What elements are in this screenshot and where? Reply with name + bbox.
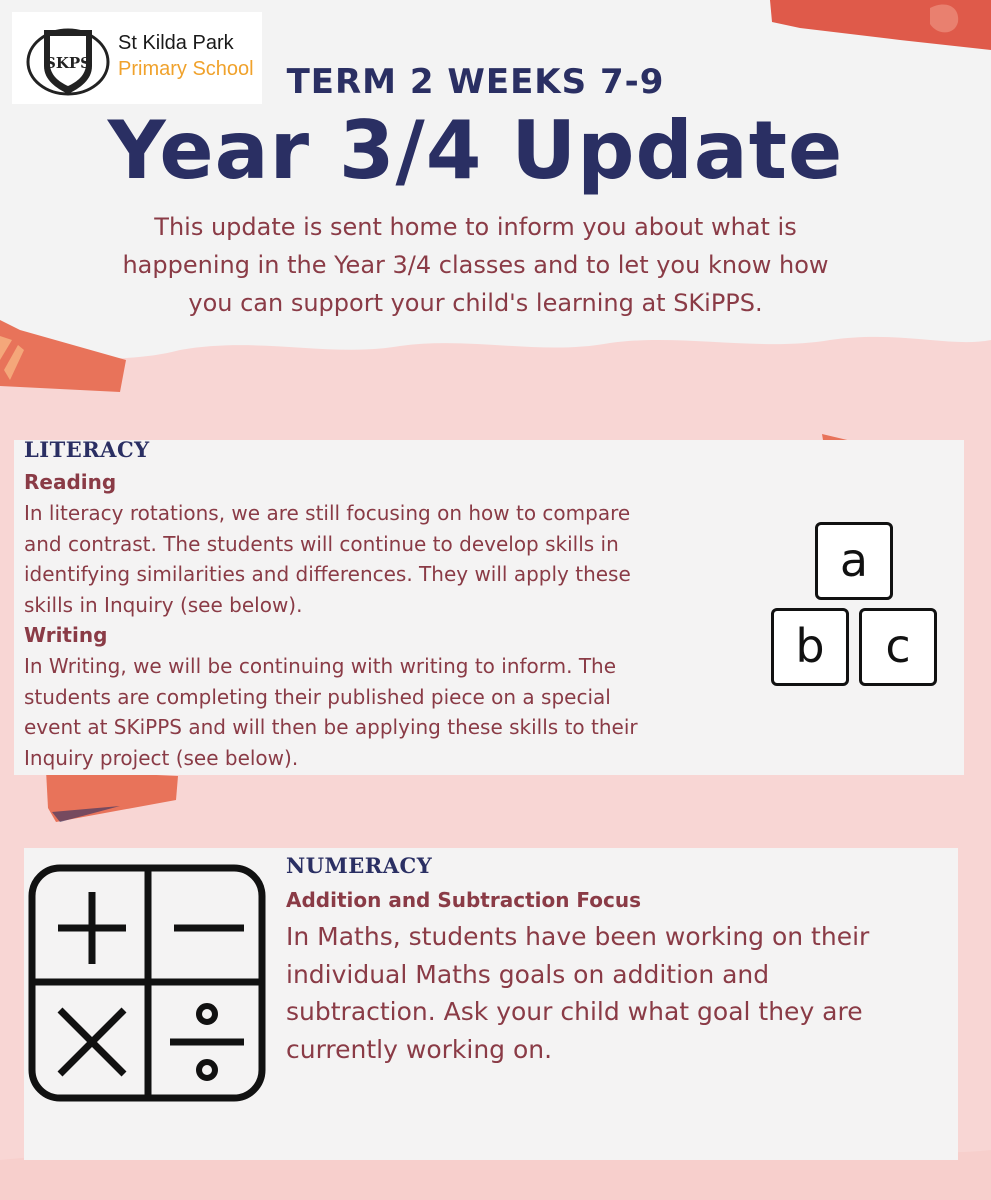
page-title: Year 3/4 Update	[107, 104, 844, 197]
letter-block-b: b	[771, 608, 849, 686]
reading-line: In literacy rotations, we are still focusing on how to compare	[24, 501, 631, 525]
math-operators-icon	[28, 864, 266, 1102]
numeracy-heading: NUMERACY	[286, 853, 433, 878]
intro-text	[60, 208, 891, 322]
intro-line: you can support your child's learning at SKiPPS.	[188, 289, 763, 317]
reading-heading: Reading	[24, 470, 117, 494]
reading-line: identifying similarities and differences. They will apply these	[24, 562, 631, 586]
writing-text	[24, 651, 744, 773]
numeracy-line: In Maths, students have been working on their	[286, 922, 870, 951]
numeracy-text	[286, 918, 958, 1068]
letter-block-a: a	[815, 522, 893, 600]
reading-line: skills in Inquiry (see below).	[24, 592, 303, 617]
writing-line: students are completing their published piece on a special	[24, 684, 611, 709]
svg-text:SKPS: SKPS	[45, 54, 91, 72]
intro-line: This update is sent home to inform you about what is	[154, 213, 797, 241]
numeracy-line: individual Maths goals on addition and	[286, 959, 770, 989]
reading-line: and contrast. The students will continue to develop skills in	[24, 531, 619, 556]
numeracy-line: currently working on.	[286, 1034, 553, 1064]
writing-line: Inquiry project (see below).	[24, 745, 299, 770]
school-subtitle: Primary School	[118, 58, 254, 80]
literacy-heading: LITERACY	[24, 437, 150, 462]
writing-line: In Writing, we will be continuing with writing to inform. The	[24, 654, 617, 678]
term-label: TERM 2 WEEKS 7-9	[286, 62, 665, 102]
letter-block-c: c	[859, 608, 937, 686]
numeracy-line: subtraction. Ask your child what goal they are	[286, 997, 863, 1026]
reading-text	[24, 498, 744, 620]
writing-line: event at SKiPPS and will then be applying these skills to their	[24, 715, 638, 739]
numeracy-subheading: Addition and Subtraction Focus	[286, 888, 642, 912]
intro-line: happening in the Year 3/4 classes and to let you know how	[122, 251, 829, 279]
school-name: St Kilda Park	[118, 32, 234, 54]
writing-heading: Writing	[24, 623, 108, 647]
